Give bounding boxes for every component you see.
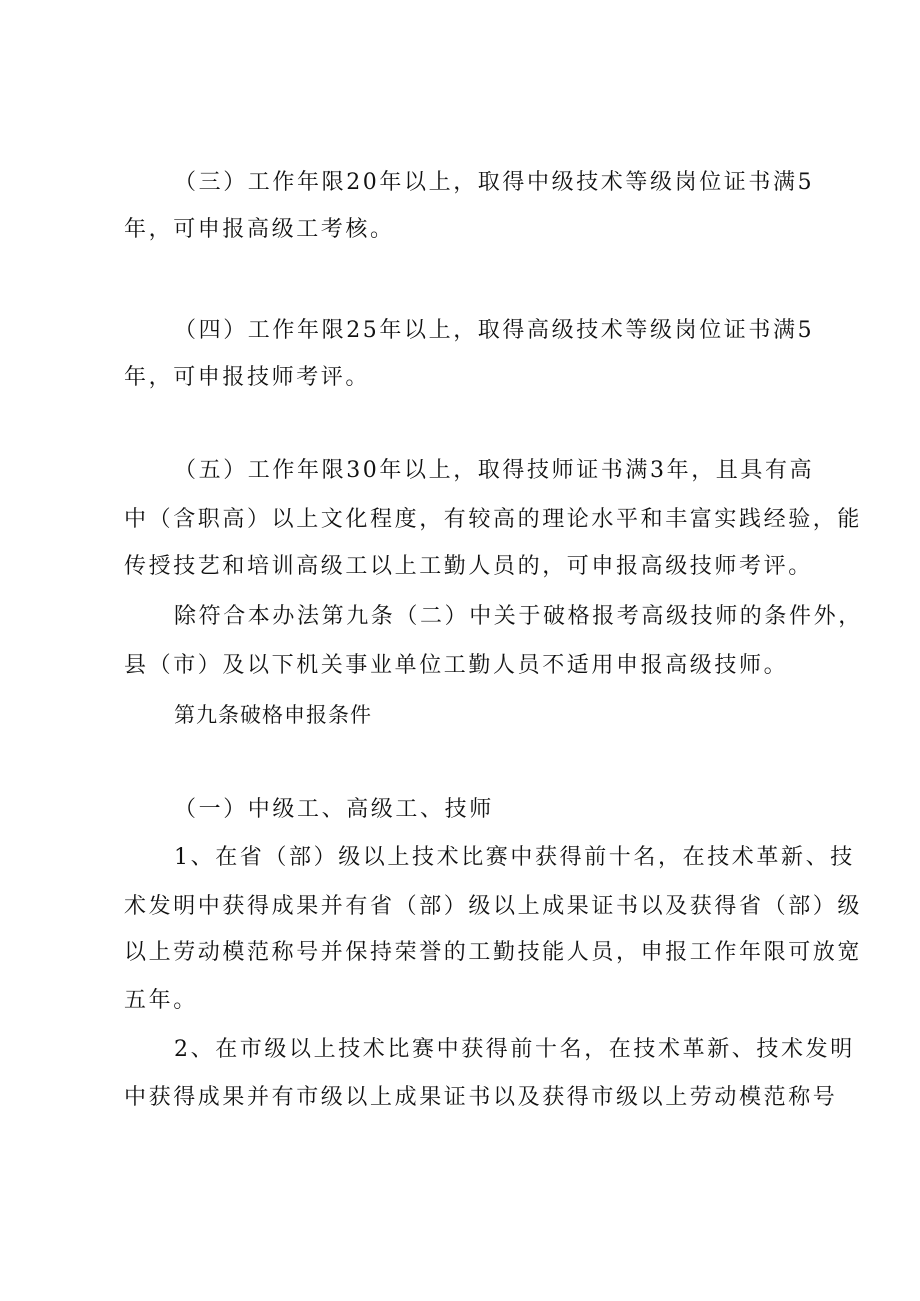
item-3-line-2: 年，可申报高级工考核。 [124, 217, 395, 242]
clause-2-line-1: 2、在市级以上技术比赛中获得前十名，在技术革新、技术发明 [174, 1037, 855, 1062]
exception-line-2: 县（市）及以下机关事业单位工勤人员不适用申报高级技师。 [124, 653, 789, 678]
exception-line-1: 除符合本办法第九条（二）中关于破格报考高级技师的条件外， [174, 604, 863, 629]
article-9-title: 第九条破格申报条件 [174, 703, 372, 727]
clause-1-line-3: 以上劳动模范称号并保持荣誉的工勤技能人员，申报工作年限可放宽 [124, 940, 863, 965]
clause-1-line-2: 术发明中获得成果并有省（部）级以上成果证书以及获得省（部）级 [124, 894, 863, 919]
item-4-line-1: （四）工作年限25年以上，取得高级技术等级岗位证书满5 [174, 318, 815, 343]
item-5-line-1: （五）工作年限30年以上，取得技师证书满3年，且具有高 [174, 458, 815, 483]
clause-1-line-4: 五年。 [124, 988, 198, 1013]
subsection-1-title: （一）中级工、高级工、技师 [174, 797, 494, 822]
item-4-line-2: 年，可申报技师考评。 [124, 365, 371, 390]
clause-1-line-1: 1、在省（部）级以上技术比赛中获得前十名，在技术革新、技 [174, 845, 855, 870]
clause-2-line-2: 中获得成果并有市级以上成果证书以及获得市级以上劳动模范称号 [124, 1085, 838, 1110]
item-3-line-1: （三）工作年限20年以上，取得中级技术等级岗位证书满5 [174, 170, 815, 195]
item-5-line-3: 传授技艺和培训高级工以上工勤人员的，可申报高级技师考评。 [124, 554, 813, 579]
item-5-line-2: 中（含职高）以上文化程度，有较高的理论水平和丰富实践经验，能 [124, 507, 863, 532]
